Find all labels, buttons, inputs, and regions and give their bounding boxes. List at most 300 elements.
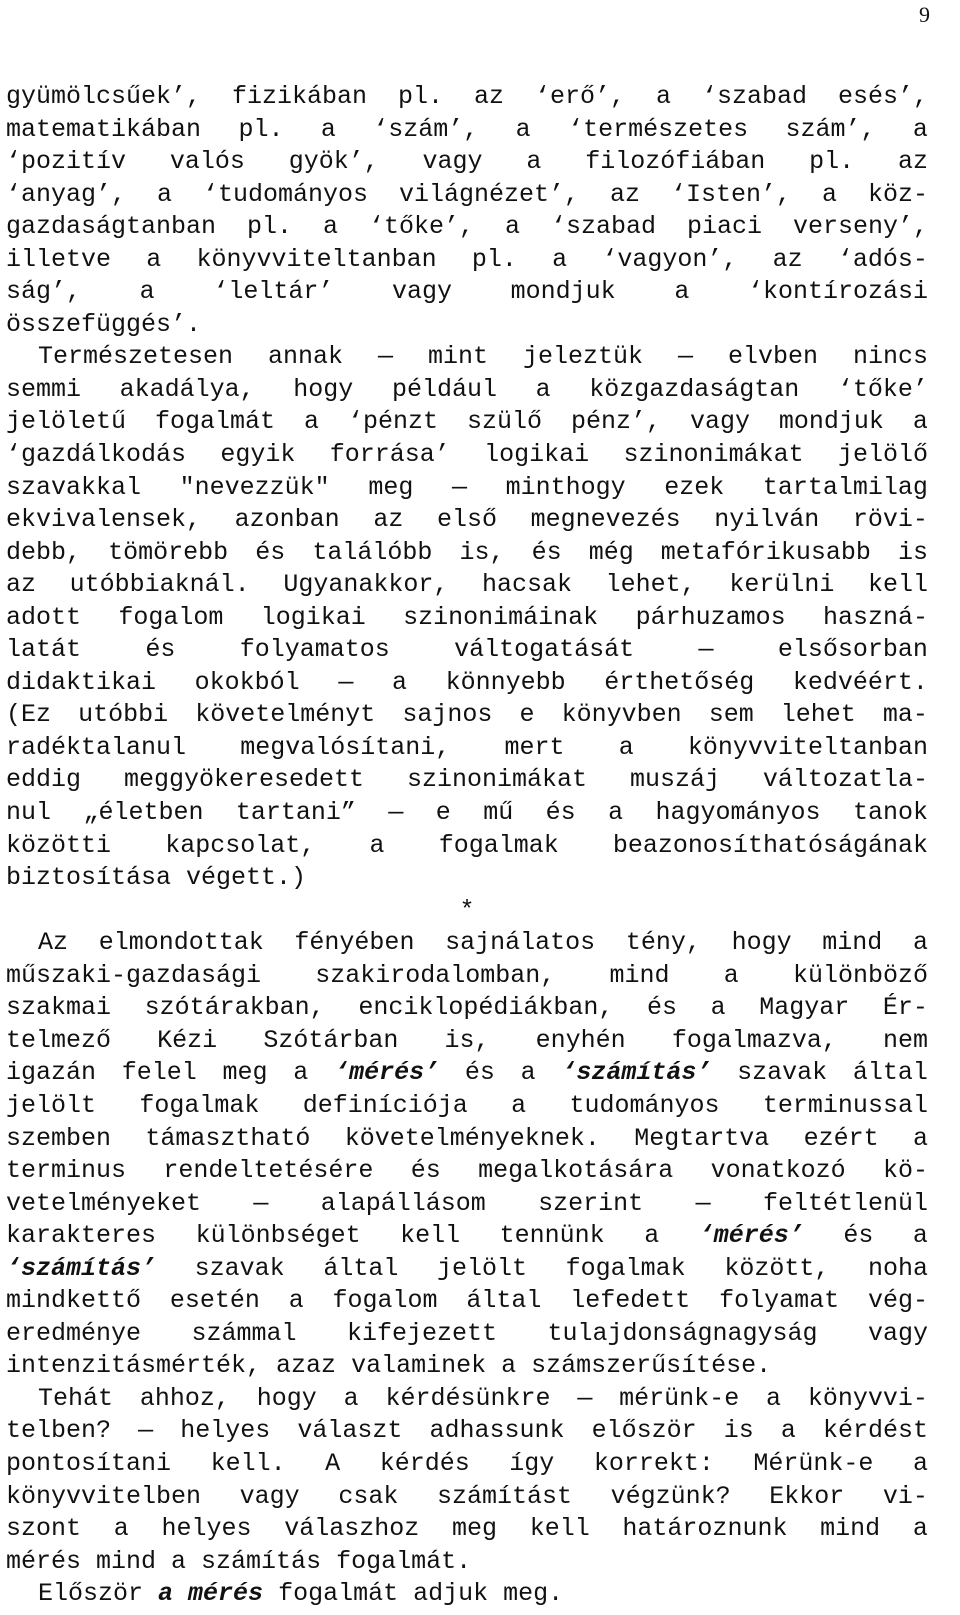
word: könyvvi- (807, 1383, 928, 1413)
word: vonatkozó (710, 1156, 846, 1186)
word: mérés (6, 1546, 82, 1576)
word: enciklopédiákban, (358, 993, 614, 1023)
word: szinonimákat (623, 440, 804, 470)
word: párhuzamos (635, 602, 786, 632)
word: váltogatását (454, 635, 635, 665)
word: nem (882, 1025, 928, 1055)
section-separator (6, 895, 928, 928)
word: a (821, 179, 837, 209)
text-line (6, 830, 928, 863)
word: fogalmát. (336, 1546, 472, 1576)
word: a (608, 798, 624, 828)
word: könnyebb (445, 667, 566, 697)
word: különbséget (195, 1221, 361, 1251)
word: latát (6, 635, 82, 665)
word: azaz (276, 1351, 337, 1381)
word: szülő (466, 407, 542, 437)
word: logikai (484, 440, 590, 470)
word: tennünk (499, 1221, 605, 1251)
word: a (552, 244, 568, 274)
word: vi- (882, 1481, 928, 1511)
word: jelölt (6, 1090, 97, 1120)
word: a (912, 1123, 928, 1153)
word: is, (459, 537, 505, 567)
word: Magyar (759, 993, 850, 1023)
word: a (288, 1286, 304, 1316)
word: mint (427, 342, 488, 372)
text-line (6, 1383, 928, 1416)
word: folyamatos (239, 635, 390, 665)
word: — (695, 1188, 711, 1218)
word: a (113, 1514, 129, 1544)
word: — (253, 1188, 269, 1218)
word: definíciója (302, 1090, 468, 1120)
emphasized-term: a mérés (158, 1579, 264, 1609)
word: terminussal (762, 1090, 928, 1120)
word: mondjuk (778, 407, 884, 437)
emphasized-term: ‘mérés’ (334, 1058, 440, 1088)
word: ság’, (6, 277, 82, 307)
word: a (723, 960, 739, 990)
word: a (912, 407, 928, 437)
word: ‘szabad (550, 212, 656, 242)
word: vagy (239, 1481, 300, 1511)
text-line (6, 1481, 928, 1514)
text-line (6, 1123, 928, 1156)
word: Tehát (38, 1383, 114, 1413)
word: telmező (6, 1025, 112, 1055)
text-line (6, 862, 928, 895)
word: tudományos (569, 1090, 720, 1120)
word: lehet (780, 700, 856, 730)
word: a (139, 277, 155, 307)
word: köz- (867, 179, 928, 209)
word: első (436, 505, 497, 535)
word: hogy (731, 928, 792, 958)
text-line (6, 1253, 928, 1286)
word: — (138, 1416, 154, 1446)
word: közötti (6, 830, 112, 860)
word: ezért (803, 1123, 879, 1153)
word: noha (867, 1253, 928, 1283)
word: így (509, 1448, 555, 1478)
word: hacsak (482, 570, 573, 600)
word: vég- (867, 1286, 928, 1316)
word: is, (444, 1025, 490, 1055)
word: és (410, 1156, 441, 1186)
word: kedvéért. (792, 667, 928, 697)
word: választ (297, 1416, 403, 1446)
word: Ugyanakkor, (283, 570, 449, 600)
word: — (388, 798, 404, 828)
text-line (6, 472, 928, 505)
word: vagy (391, 277, 452, 307)
word: ‘Isten’, (670, 179, 791, 209)
word: fogalmak (139, 1090, 260, 1120)
word: és (531, 537, 562, 567)
word: hogy (256, 1383, 317, 1413)
word: által (323, 1253, 399, 1283)
word: ‘tőke’, (368, 212, 475, 242)
word: ma- (882, 700, 928, 730)
word: tény, (625, 928, 701, 958)
word: ‘anyag’, (6, 179, 127, 209)
text-line (6, 244, 928, 277)
word: vetelményeket (6, 1188, 202, 1218)
word: mind (822, 928, 883, 958)
word: határoznunk (622, 1514, 788, 1544)
word: logikai (260, 602, 366, 632)
word: filozófiában (585, 147, 766, 177)
text-line (6, 276, 928, 309)
word: számszerűsítése. (531, 1351, 772, 1381)
text-line (6, 602, 928, 635)
text-line (6, 146, 928, 179)
emphasized-term: ‘számítás’ (561, 1058, 712, 1088)
word: muszáj (629, 765, 720, 795)
word: — (338, 667, 354, 697)
word: meg (222, 1058, 268, 1088)
word: ‘szám’, (373, 114, 479, 144)
word: számítást (436, 1481, 572, 1511)
word: kérdés (379, 1448, 470, 1478)
word: számítás (201, 1546, 322, 1576)
word: alapállásom (320, 1188, 486, 1218)
word: pl. (398, 82, 444, 111)
word: Szótárban (263, 1025, 399, 1055)
word: elsősorban (777, 635, 928, 665)
text-line (6, 1546, 928, 1579)
word: tanok (852, 798, 928, 828)
word: a (655, 82, 671, 111)
word: folyamat (719, 1286, 840, 1316)
word: megnevezés (530, 505, 681, 535)
word: a (511, 1090, 527, 1120)
text-line (6, 1318, 928, 1351)
word: haszná- (822, 602, 928, 632)
text-line (6, 309, 928, 342)
word: ‘kontírozási (747, 277, 928, 307)
word: hogy (293, 374, 354, 404)
word: a (157, 179, 173, 209)
word: eredménye (6, 1318, 142, 1348)
word: követelményt (195, 700, 376, 730)
word: elmondottak (98, 928, 264, 958)
word: számmal (191, 1318, 297, 1348)
word: — (451, 472, 467, 502)
word: szavak (194, 1253, 285, 1283)
word: tömörebb (108, 537, 229, 567)
word: még (588, 537, 634, 567)
word: a (520, 1058, 536, 1088)
text-line (6, 960, 928, 993)
word: ekvivalensek, (6, 505, 202, 535)
word: az (474, 82, 505, 111)
word: az (373, 505, 404, 535)
word: rendeltetésére (163, 1156, 374, 1186)
word: ahhoz, (139, 1383, 230, 1413)
word: * (459, 895, 475, 925)
page-number: 9 (919, 2, 930, 27)
word: összefüggés’. (6, 309, 202, 339)
word: a (501, 1351, 517, 1381)
word: végzünk? (610, 1481, 731, 1511)
word: szerint (538, 1188, 644, 1218)
document-body (6, 81, 928, 1611)
word: fogalmazva, (671, 1025, 837, 1055)
text-line (6, 927, 928, 960)
word: nyilván (714, 505, 820, 535)
word: mind (609, 960, 670, 990)
word: fizikában (232, 82, 368, 111)
word: például (391, 374, 497, 404)
word: jelölt (436, 1253, 527, 1283)
word: szinonimáinak (403, 602, 599, 632)
text-line (6, 667, 928, 700)
word: a (912, 1221, 928, 1251)
word: pl. (471, 244, 517, 274)
text-line (6, 732, 928, 765)
word: semmi (6, 374, 82, 404)
word: akadálya, (119, 374, 255, 404)
emphasized-term: ‘számítás’ (6, 1253, 157, 1283)
word: fogalmát (278, 1579, 399, 1609)
text-line (6, 341, 928, 374)
text-line (6, 1448, 928, 1481)
word: fogalmát (155, 407, 276, 437)
word: végett.) (186, 863, 307, 893)
word: meg (368, 472, 414, 502)
word: kérdést (822, 1416, 928, 1446)
word: enyhén (535, 1025, 626, 1055)
word: a (146, 244, 162, 274)
word: kapcsolat, (165, 830, 316, 860)
word: metafórikusabb (660, 537, 871, 567)
word: a (766, 1383, 782, 1413)
word: ‘adós- (837, 244, 928, 274)
word: is (723, 1416, 754, 1446)
word: telben? (6, 1416, 112, 1446)
word: és (145, 635, 176, 665)
word: csak (338, 1481, 399, 1511)
word: valaminek (351, 1351, 487, 1381)
word: a (912, 1448, 928, 1478)
word: kell (867, 570, 928, 600)
word: különböző (792, 960, 928, 990)
word: között, (724, 1253, 830, 1283)
text-line (6, 1220, 928, 1253)
word: kérdésünkre (385, 1383, 551, 1413)
text-line (6, 1285, 928, 1318)
text-line (6, 537, 928, 570)
word: kerülni (729, 570, 835, 600)
word: pontosítani (6, 1448, 172, 1478)
word: azonban (234, 505, 340, 535)
word: A (325, 1448, 341, 1478)
word: a (526, 147, 542, 177)
word: debb, (6, 537, 82, 567)
text-line (6, 634, 928, 667)
word: az (897, 147, 928, 177)
word: könyvben (561, 700, 682, 730)
word: pl. (247, 212, 293, 242)
word: Először (38, 1579, 144, 1609)
word: a (369, 830, 385, 860)
word: gyümölcsűek’, (6, 82, 202, 111)
word: sem (708, 700, 754, 730)
word: és (255, 537, 286, 567)
text-line (6, 504, 928, 537)
word: rövi- (852, 505, 928, 535)
text-line (6, 1350, 928, 1383)
emphasized-term: ‘mérés’ (698, 1221, 804, 1251)
text-line (6, 1513, 928, 1546)
word: a (618, 732, 634, 762)
word: mű (483, 798, 514, 828)
word: ‘szabad (701, 82, 807, 111)
word: támasztható (145, 1123, 311, 1153)
word: a (644, 1221, 660, 1251)
word: szakmai (6, 993, 112, 1023)
word: és (646, 993, 677, 1023)
word: valós (169, 147, 245, 177)
word: "nevezzük" (179, 472, 330, 502)
text-line (6, 179, 928, 212)
word: piaci (686, 212, 762, 242)
word: vagy (867, 1318, 928, 1348)
word: radéktalanul (6, 732, 187, 762)
word: meg (451, 1514, 497, 1544)
word: illetve (6, 244, 112, 274)
word: a (343, 1383, 359, 1413)
word: tulajdonságnagyság (547, 1318, 818, 1348)
word: követelményeknek. (344, 1123, 600, 1153)
word: a (304, 407, 320, 437)
text-line (6, 1090, 928, 1123)
word: mondjuk (510, 277, 616, 307)
word: — (378, 342, 394, 372)
word: műszaki-gazdasági (6, 960, 262, 990)
word: az (6, 570, 37, 600)
word: mind (96, 1546, 157, 1576)
word: helyes (180, 1416, 271, 1446)
text-line (6, 1578, 928, 1611)
word: annak (268, 342, 344, 372)
word: ‘természetes (568, 114, 749, 144)
word: is (897, 537, 928, 567)
text-line (6, 1155, 928, 1188)
word: „életben (83, 798, 204, 828)
word: ‘tudományos (202, 179, 369, 209)
word: Ér- (882, 993, 928, 1023)
text-line (6, 797, 928, 830)
word: adhassunk (429, 1416, 565, 1446)
word: által (852, 1058, 928, 1088)
text-line (6, 81, 928, 114)
word: Az (38, 928, 69, 958)
word: gyök’, (288, 147, 379, 177)
word: kell (529, 1514, 590, 1544)
word: pl. (809, 147, 855, 177)
word: a (320, 114, 336, 144)
word: Természetesen (38, 342, 234, 372)
word: (Ez (6, 700, 52, 730)
word: a (912, 1514, 928, 1544)
word: igazán (6, 1058, 97, 1088)
word: szótárakban, (144, 993, 325, 1023)
word: mindkettő (6, 1286, 142, 1316)
word: fogalmak (438, 830, 559, 860)
word: könyvviteltanban (687, 732, 928, 762)
word: sajnos (402, 700, 493, 730)
word: Megtartva (634, 1123, 770, 1153)
word: didaktikai (6, 667, 157, 697)
word: tartalmilag (762, 472, 928, 502)
text-line (6, 1025, 928, 1058)
word: pl. (238, 114, 284, 144)
word: matematikában (6, 114, 202, 144)
word: könyvviteltanban (196, 244, 437, 274)
word: a (323, 212, 339, 242)
word: az (609, 179, 640, 209)
word: adjuk (413, 1579, 489, 1609)
word: meg. (503, 1579, 564, 1609)
word: nincs (852, 342, 928, 372)
word: a (912, 114, 928, 144)
word: felel (121, 1058, 197, 1088)
word: verseny’, (792, 212, 928, 242)
word: vagy (689, 407, 750, 437)
word: korrekt: (593, 1448, 714, 1478)
word: esetén (169, 1286, 260, 1316)
text-line (6, 1415, 928, 1448)
word: — (698, 635, 714, 665)
word: utóbbi (78, 700, 169, 730)
word: a (912, 928, 928, 958)
word: a (391, 667, 407, 697)
word: fogalom (332, 1286, 438, 1316)
word: a (293, 1058, 309, 1088)
word: a (535, 374, 551, 404)
word: feltétlenül (762, 1188, 928, 1218)
word: a (171, 1546, 187, 1576)
word: kö- (882, 1156, 928, 1186)
text-line (6, 764, 928, 797)
word: és (545, 798, 576, 828)
word: és (843, 1221, 874, 1251)
text-line (6, 699, 928, 732)
word: szavak (737, 1058, 828, 1088)
word: ‘erő’, (534, 82, 625, 111)
word: és (464, 1058, 495, 1088)
word: esés’, (837, 82, 928, 111)
word: gazdaságtanban (6, 212, 217, 242)
word: jeleztük (522, 342, 643, 372)
word: megalkotására (478, 1156, 674, 1186)
word: kell (400, 1221, 461, 1251)
word: kifejezett (346, 1318, 497, 1348)
word: lehet, (605, 570, 696, 600)
text-line (6, 569, 928, 602)
word: jelölő (837, 440, 928, 470)
word: egyik (220, 440, 296, 470)
word: könyvvitelben (6, 1481, 202, 1511)
word: beazonosíthatóságának (612, 830, 928, 860)
word: biztosítása (6, 863, 172, 893)
word: megvalósítani, (240, 732, 451, 762)
word: ‘vagyon’, (602, 244, 738, 274)
text-line (6, 114, 928, 147)
